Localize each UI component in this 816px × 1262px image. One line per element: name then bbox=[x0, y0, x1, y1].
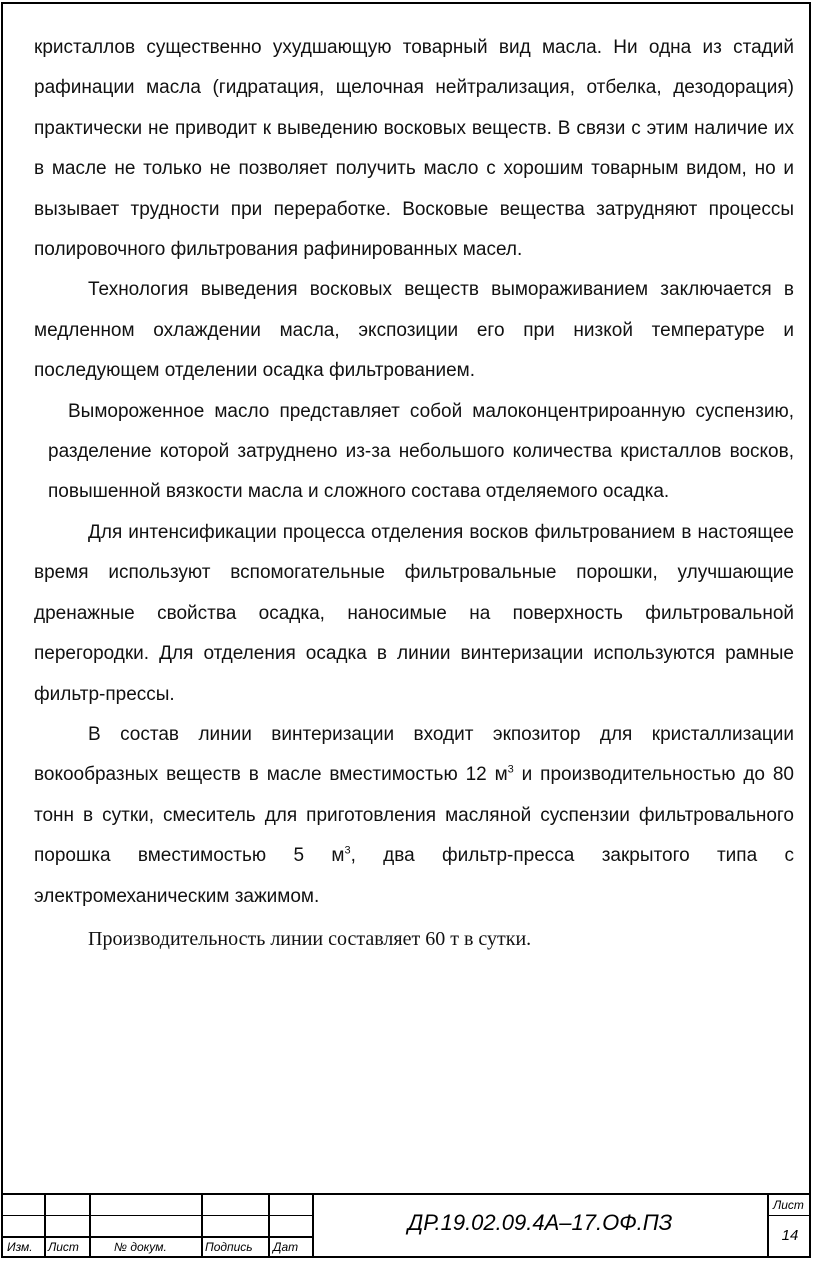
column-divider-1 bbox=[44, 1193, 46, 1258]
sheet-number: 14 bbox=[781, 1227, 799, 1244]
document-body bbox=[34, 28, 794, 959]
superscript-cubic-2: 3 bbox=[344, 844, 351, 857]
paragraph-2: Технология выведения восковых веществ вымораживанием заключается в медленном охлаждении масла, экспозиции его при низкой температуре и последующем отделении осадка фильтрованием. bbox=[34, 279, 794, 382]
column-label-signature: Подпись bbox=[205, 1240, 253, 1254]
superscript-cubic-1: 3 bbox=[507, 763, 514, 776]
column-divider-2 bbox=[89, 1193, 91, 1258]
paragraph-5-part-2: и производительностью до 80 тонн в сутки, смеситель для приготовления масляной суспензии фильтровального порошка вместимостью 5 м bbox=[34, 764, 794, 867]
paragraph-6: Производительность линии составляет 60 т в сутки. bbox=[88, 927, 532, 950]
sheet-label: Лист bbox=[773, 1198, 804, 1212]
paragraph-5 bbox=[34, 715, 794, 917]
title-block bbox=[1, 1193, 811, 1258]
title-block-top-border bbox=[1, 1193, 811, 1195]
column-label-doc-no: № докум. bbox=[114, 1240, 167, 1254]
column-label-list: Лист bbox=[48, 1240, 79, 1254]
paragraph-5-part-3: , два фильтр-пресса закрытого типа с электромеханическим зажимом. bbox=[34, 845, 794, 907]
paragraph-1: кристаллов существенно ухудшающую товарный вид масла. Ни одна из стадий рафинации масла (гидратация, щелочная нейтрализация, отбелка, дезодорация) практически не приводит к выведению восковых веществ. В связи с этим наличие их в масле не только не позволяет получить масло с хорошим товарным видом, но и вызывает трудности при переработке. Восковые вещества затрудняют процессы полировочного фильтрования рафинированных масел. bbox=[34, 37, 794, 261]
title-block-row-line-2 bbox=[1, 1236, 312, 1238]
paragraph-5-part-1: В состав линии винтеризации входит экпозитор для кристаллизации вокообразных веществ в масле вместимостью 12 м bbox=[34, 723, 794, 786]
column-label-date: Дат bbox=[273, 1240, 299, 1254]
paragraph-3: Вымороженное масло представляет собой малоконцентрироанную суспензию, разделение которой затруднено из-за небольшого количества кристаллов восков, повышенной вязкости масла и сложного состава отделяемого осадка. bbox=[48, 400, 794, 503]
sheet-cell-divider bbox=[767, 1215, 811, 1216]
title-block-row-line-1 bbox=[1, 1215, 312, 1216]
column-divider-4 bbox=[268, 1193, 270, 1258]
paragraph-4: Для интенсификации процесса отделения восков фильтрованием в настоящее время используют вспомогательные фильтровальные порошки, улучшающие дренажные свойства осадка, наносимые на поверхность фильтровальной перегородки. Для отделения осадка в линии винтеризации используются рамные фильтр-прессы. bbox=[34, 521, 794, 705]
column-label-izm: Изм. bbox=[7, 1240, 33, 1254]
column-divider-6 bbox=[767, 1193, 769, 1258]
column-divider-3 bbox=[201, 1193, 203, 1258]
document-code: ДР.19.02.09.4А–17.ОФ.ПЗ bbox=[407, 1210, 673, 1235]
